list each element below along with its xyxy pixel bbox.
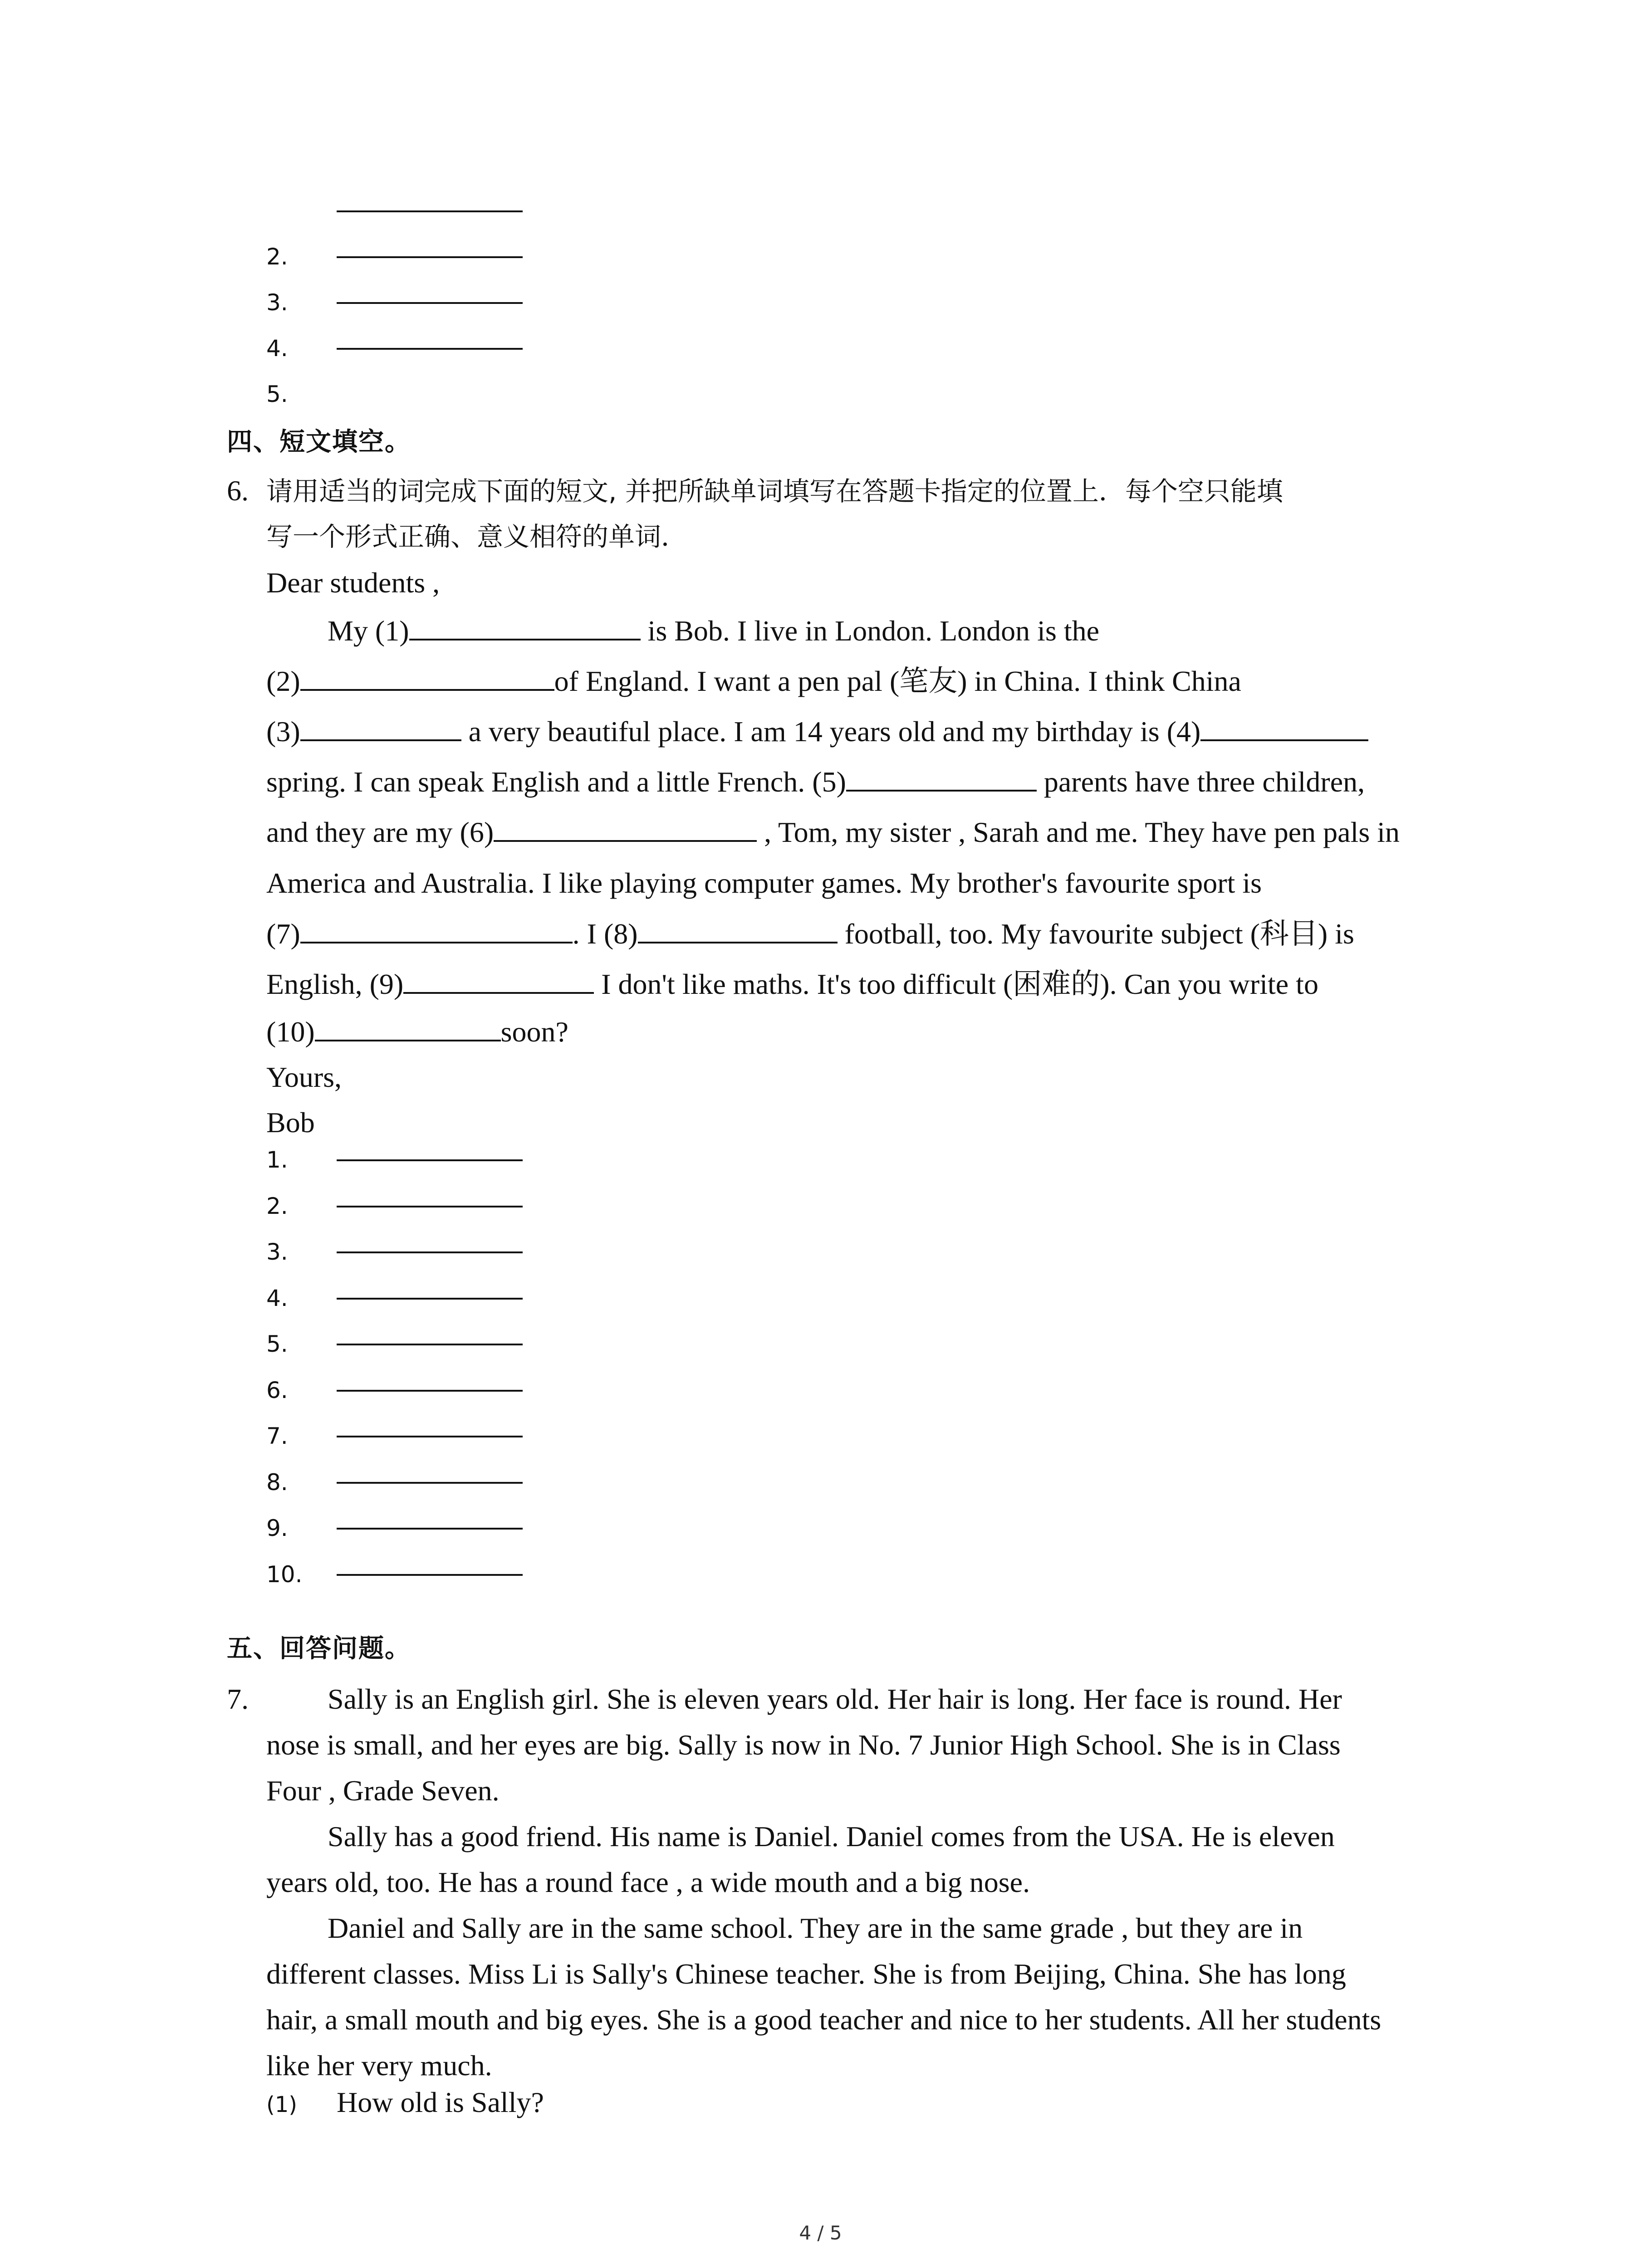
passage-line: Sally has a good friend. His name is Daniel. Daniel comes from the USA. He is eleven [328, 1820, 1335, 1853]
answer-blank[interactable] [337, 1528, 523, 1530]
passage-line: Four , Grade Seven. [266, 1774, 500, 1807]
blank-4[interactable] [1200, 709, 1368, 741]
answer-blank[interactable] [337, 1206, 523, 1207]
blank-7[interactable] [300, 912, 573, 943]
blank-2[interactable] [300, 659, 554, 691]
answer-blank[interactable] [337, 1298, 523, 1300]
reading-passage [227, 1676, 1479, 2088]
passage-line: (2) of England. I want a pen pal (笔友) in China. I think China [266, 656, 1491, 706]
greeting: Dear students , [266, 567, 440, 599]
answer-blank[interactable] [337, 1390, 523, 1392]
answer-number: 5. [266, 1331, 288, 1357]
blank-10[interactable] [315, 1010, 501, 1041]
sub-question-marker: (1) [266, 2092, 297, 2117]
question-number: 7. [227, 1683, 249, 1715]
passage-line: My (1) is Bob. I live in London. London is the [266, 606, 1491, 656]
answer-blank[interactable] [337, 348, 523, 350]
blank-5[interactable] [846, 760, 1037, 792]
blank-3[interactable] [300, 709, 461, 741]
passage-line: different classes. Miss Li is Sally's Chinese teacher. She is from Beijing, China. She has long [266, 1958, 1346, 1990]
passage-line: hair, a small mouth and big eyes. She is a good teacher and nice to her students. All her students [266, 2004, 1381, 2036]
passage-line: Daniel and Sally are in the same school. They are in the same grade , but they are in [328, 1912, 1303, 1944]
cloze-passage [266, 560, 1491, 1145]
passage-line: spring. I can speak English and a little French. (5) parents have three children, [266, 757, 1491, 807]
blank-9[interactable] [403, 962, 594, 994]
passage-line: and they are my (6) , Tom, my sister , Sarah and me. They have pen pals in [266, 807, 1491, 857]
passage-line: (10) soon? [266, 1009, 1491, 1055]
answer-number: 2. [266, 1193, 288, 1219]
answer-blank[interactable] [337, 1436, 523, 1437]
passage-line: like her very much. [266, 2049, 492, 2082]
answer-number: 7. [266, 1423, 288, 1449]
answer-blank[interactable] [337, 302, 523, 304]
instruction-line-2: 写一个形式正确、意义相符的单词． [266, 521, 688, 552]
instruction-line-1: 请用适当的词完成下面的短文, 并把所缺单词填写在答题卡指定的位置上．每个空只能填 [266, 476, 1283, 507]
answer-number: 4. [266, 1285, 288, 1311]
answer-number: 3. [266, 289, 288, 316]
blank-8[interactable] [638, 912, 838, 943]
section-heading-4: 四、短文填空。 [227, 427, 411, 457]
page-number: 4 / 5 [799, 2222, 842, 2244]
answer-blank[interactable] [337, 210, 523, 212]
section-heading-5: 五、回答问题。 [227, 1634, 411, 1663]
blank-6[interactable] [494, 810, 757, 842]
passage-line: (3) a very beautiful place. I am 14 years old and my birthday is (4) [266, 706, 1491, 757]
answer-blank[interactable] [337, 1159, 523, 1161]
passage-line: years old, too. He has a round face , a wide mouth and a big nose. [266, 1866, 1030, 1898]
question-number: 6. [227, 474, 249, 507]
letter-signature: Bob [266, 1106, 315, 1139]
answer-number: 1. [266, 1147, 288, 1173]
answer-number: 3. [266, 1239, 288, 1265]
blank-1[interactable] [409, 609, 641, 640]
passage-line: nose is small, and her eyes are big. Sally is now in No. 7 Junior High School. She is in Class [266, 1729, 1341, 1761]
answer-number: 8. [266, 1469, 288, 1496]
letter-closing: Yours, [266, 1061, 342, 1093]
answer-number: 4. [266, 335, 288, 362]
passage-line: 7. Sally is an English girl. She is eleven years old. Her hair is long. Her face is round. Her [227, 1676, 1479, 1722]
answer-blank[interactable] [337, 1344, 523, 1345]
answer-blank[interactable] [337, 1574, 523, 1576]
answer-blank[interactable] [337, 1482, 523, 1484]
answer-blank[interactable] [337, 256, 523, 258]
answer-blank[interactable] [337, 1251, 523, 1253]
answer-number: 2. [266, 244, 288, 270]
sub-question-1 [266, 2086, 544, 2119]
passage-line: America and Australia. I like playing computer games. My brother's favourite sport is [266, 867, 1262, 899]
answer-number: 10. [266, 1561, 303, 1588]
passage-line: English, (9) I don't like maths. It's too difficult (困难的). Can you write to [266, 959, 1491, 1009]
sub-question-text: How old is Sally? [337, 2086, 544, 2118]
answer-number: 5. [266, 381, 288, 407]
answer-number: 6. [266, 1377, 288, 1403]
passage-line: (7) . I (8) football, too. My favourite subject (科目) is [266, 909, 1491, 959]
answer-number: 9. [266, 1515, 288, 1541]
question-6-instruction [227, 468, 1474, 559]
